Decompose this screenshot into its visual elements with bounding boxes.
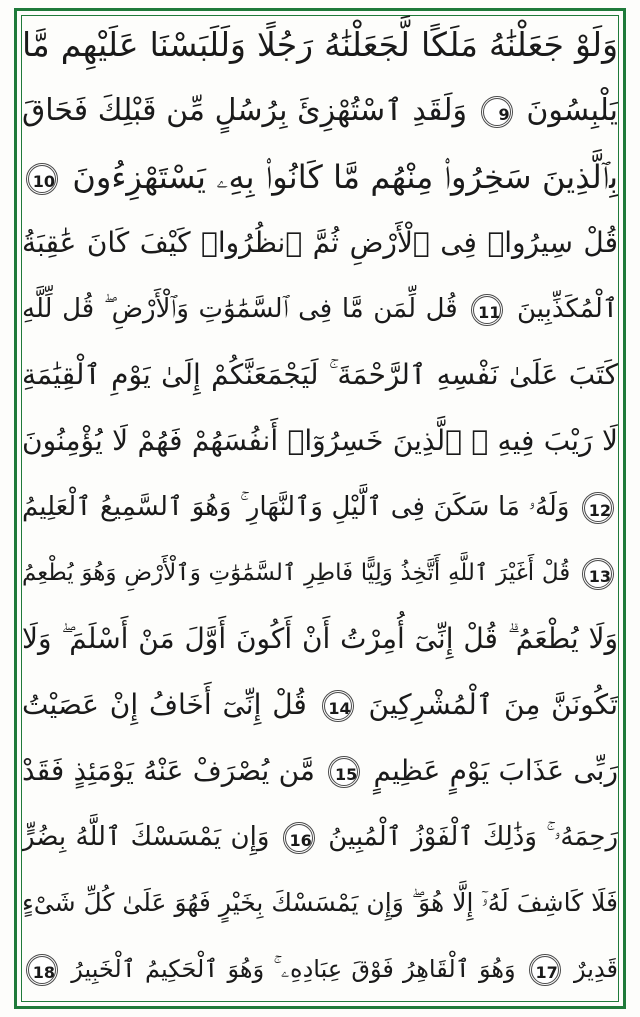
verse-text: قُلْ سِيرُوا۟ فِى ٱلْأَرْضِ ثُمَّ ٱنظُرُوا۟ كَيْفَ كَانَ عَٰقِبَةُ bbox=[22, 226, 618, 259]
verse-lines bbox=[22, 12, 618, 1007]
verse-line bbox=[22, 870, 618, 936]
verse-line bbox=[22, 78, 618, 144]
verse-text: قَدِيرٌ bbox=[574, 955, 618, 983]
verse-line bbox=[22, 342, 618, 408]
verse-line bbox=[22, 276, 618, 342]
verse-text: فَلَا كَاشِفَ لَهُۥٓ إِلَّا هُوَ ۖ وَإِن يَمْسَسْكَ بِخَيْرٍ فَهُوَ عَلَىٰ كُلِّ شَىْءٍ bbox=[22, 888, 618, 917]
verse-line bbox=[22, 540, 618, 606]
verse-text: قُلْ أَغَيْرَ ٱللَّهِ أَتَّخِذُ وَلِيًّا فَاطِرِ ٱلسَّمَٰوَٰتِ وَٱلْأَرْضِ وَهُوَ يُطْعِمُ bbox=[22, 560, 571, 586]
ayah-number-marker: 10 bbox=[26, 163, 58, 195]
verse-text: رَحِمَهُۥ ۚ وَذَٰلِكَ ٱلْفَوْزُ ٱلْمُبِينُ bbox=[328, 822, 618, 852]
verse-text: كَتَبَ عَلَىٰ نَفْسِهِ ٱلرَّحْمَةَ ۚ لَيَجْمَعَنَّكُمْ إِلَىٰ يَوْمِ ٱلْقِيَٰمَةِ bbox=[22, 358, 618, 391]
ayah-number-marker: 11 bbox=[471, 294, 503, 326]
verse-text: تَكُونَنَّ مِنَ ٱلْمُشْرِكِينَ bbox=[368, 688, 618, 721]
verse-line bbox=[22, 672, 618, 738]
verse-line bbox=[22, 606, 618, 672]
verse-line bbox=[22, 210, 618, 276]
verse-line bbox=[22, 408, 618, 474]
verse-text: بِٱلَّذِينَ سَخِرُوا۟ مِنْهُم مَّا كَانُوا۟ بِهِۦ يَسْتَهْزِءُونَ bbox=[72, 158, 618, 196]
verse-text: وَلَهُۥ مَا سَكَنَ فِى ٱلَّيْلِ وَٱلنَّهَارِ ۚ وَهُوَ ٱلسَّمِيعُ ٱلْعَلِيمُ bbox=[22, 492, 570, 522]
ayah-number-marker: 14 bbox=[322, 690, 354, 722]
verse-text: وَإِن يَمْسَسْكَ ٱللَّهُ بِضُرٍّ bbox=[22, 822, 270, 852]
verse-line bbox=[22, 12, 618, 78]
verse-text: وَلَوْ جَعَلْنَٰهُ مَلَكًا لَّجَعَلْنَٰهُ رَجُلًا وَلَلَبَسْنَا عَلَيْهِم مَّا bbox=[22, 25, 618, 64]
verse-text: قُل لِّمَن مَّا فِى ٱلسَّمَٰوَٰتِ وَٱلْأَرْضِ ۖ قُل لِّلَّهِ bbox=[22, 294, 458, 324]
ayah-number-marker: 9 bbox=[481, 96, 513, 128]
verse-text: قُلْ إِنِّىٓ أَخَافُ إِنْ عَصَيْتُ bbox=[22, 688, 307, 721]
verse-text: ٱلْمُكَذِّبِينَ bbox=[516, 294, 618, 324]
verse-line bbox=[22, 804, 618, 870]
ayah-number-marker: 18 bbox=[26, 954, 58, 986]
ayah-number-marker: 15 bbox=[328, 756, 360, 788]
verse-text: وَلَقَدِ ٱسْتُهْزِئَ بِرُسُلٍ مِّن قَبْلِكَ فَحَاقَ bbox=[22, 93, 467, 128]
ayah-number-marker: 16 bbox=[283, 822, 315, 854]
verse-text: وَلَا يُطْعَمُ ۗ قُلْ إِنِّىٓ أُمِرْتُ أَنْ أَكُونَ أَوَّلَ مَنْ أَسْلَمَ ۖ وَلَا bbox=[22, 622, 618, 655]
ayah-number-marker: 13 bbox=[582, 558, 614, 590]
verse-text: يَلْبِسُونَ bbox=[526, 93, 618, 128]
verse-line bbox=[22, 144, 618, 210]
verse-text: رَبِّى عَذَابَ يَوْمٍ عَظِيمٍ bbox=[373, 754, 618, 787]
ayah-number-marker: 12 bbox=[582, 492, 614, 524]
verse-line bbox=[22, 474, 618, 540]
verse-line bbox=[22, 936, 618, 1002]
verse-line bbox=[22, 738, 618, 804]
ayah-number-marker: 17 bbox=[529, 954, 561, 986]
verse-text: مَّن يُصْرَفْ عَنْهُ يَوْمَئِذٍ فَقَدْ bbox=[22, 754, 315, 787]
verse-text: لَا رَيْبَ فِيهِ ۚ ٱلَّذِينَ خَسِرُوٓا۟ أَنفُسَهُمْ فَهُمْ لَا يُؤْمِنُونَ bbox=[22, 424, 618, 457]
verse-text: وَهُوَ ٱلْقَاهِرُ فَوْقَ عِبَادِهِۦ ۚ وَهُوَ ٱلْحَكِيمُ ٱلْخَبِيرُ bbox=[71, 955, 516, 983]
